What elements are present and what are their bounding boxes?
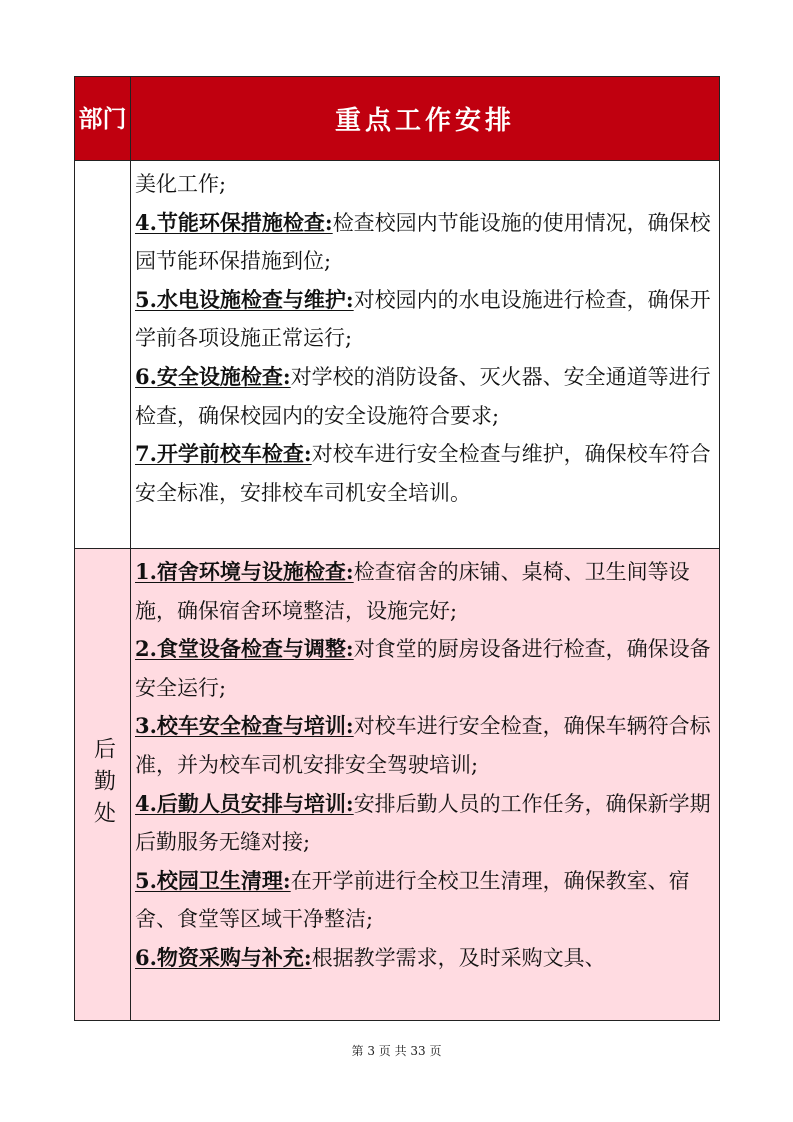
item-heading: 4.节能环保措施检查: <box>135 209 333 235</box>
plan-cell <box>131 161 719 548</box>
item-heading: 4.后勤人员安排与培训: <box>135 790 354 816</box>
item-heading: 2.食堂设备检查与调整: <box>135 636 354 662</box>
item-text: 对学校的消防设备、灭火器、安全通道等进行检查，确保校园内的安全设施符合要求; <box>135 364 711 428</box>
list-item <box>135 553 713 630</box>
dept-cell: 后勤处 <box>75 549 131 1020</box>
work-plan-table <box>74 76 720 1021</box>
list-item <box>135 630 713 707</box>
continuation-text: 美化工作; <box>135 172 227 196</box>
item-heading: 6.安全设施检查: <box>135 363 291 389</box>
list-item <box>135 204 713 281</box>
plan-cell <box>131 549 719 1020</box>
item-heading: 5.校园卫生清理: <box>135 867 291 893</box>
item-text: 对食堂的厨房设备进行检查，确保设备安全运行; <box>135 637 711 700</box>
item-text: 根据教学需求，及时采购文具、 <box>311 945 606 970</box>
list-item <box>135 358 713 435</box>
item-text: 对校园内的水电设施进行检查，确保开学前各项设施正常运行; <box>135 287 711 351</box>
page-number: 第 3 页 共 33 页 <box>351 1044 442 1058</box>
dept-cell <box>75 161 131 548</box>
list-item <box>135 862 713 939</box>
item-text: 在开学前进行全校卫生清理，确保教室、宿舍、食堂等区域干净整洁; <box>135 868 690 932</box>
item-text: 检查校园内节能设施的使用情况，确保校园节能环保措施到位; <box>135 210 711 274</box>
list-item <box>135 707 713 784</box>
plan-column-header: 重点工作安排 <box>334 106 515 136</box>
list-item <box>135 281 713 358</box>
item-heading: 5.水电设施检查与维护: <box>135 286 354 312</box>
item-heading: 3.校车安全检查与培训: <box>135 713 354 739</box>
list-item <box>135 435 713 512</box>
item-text: 检查宿舍的床铺、桌椅、卫生间等设施，确保宿舍环境整洁，设施完好; <box>135 560 690 623</box>
list-item <box>135 785 713 862</box>
item-heading: 1.宿舍环境与设施检查: <box>135 559 354 584</box>
table-row <box>75 161 719 549</box>
item-text: 对校车进行安全检查，确保车辆符合标准，并为校车司机安排安全驾驶培训; <box>135 714 711 777</box>
item-text: 对校车进行安全检查与维护，确保校车符合安全标准，安排校车司机安全培训。 <box>135 442 711 505</box>
dept-column-header: 部门 <box>75 77 131 160</box>
item-heading: 6.物资采购与补充: <box>135 944 312 970</box>
table-row <box>75 549 719 1020</box>
table-header-row <box>75 77 719 161</box>
item-heading: 7.开学前校车检查: <box>135 441 312 467</box>
list-item <box>135 939 713 978</box>
item-text: 安排后勤人员的工作任务，确保新学期后勤服务无缝对接; <box>135 791 711 855</box>
